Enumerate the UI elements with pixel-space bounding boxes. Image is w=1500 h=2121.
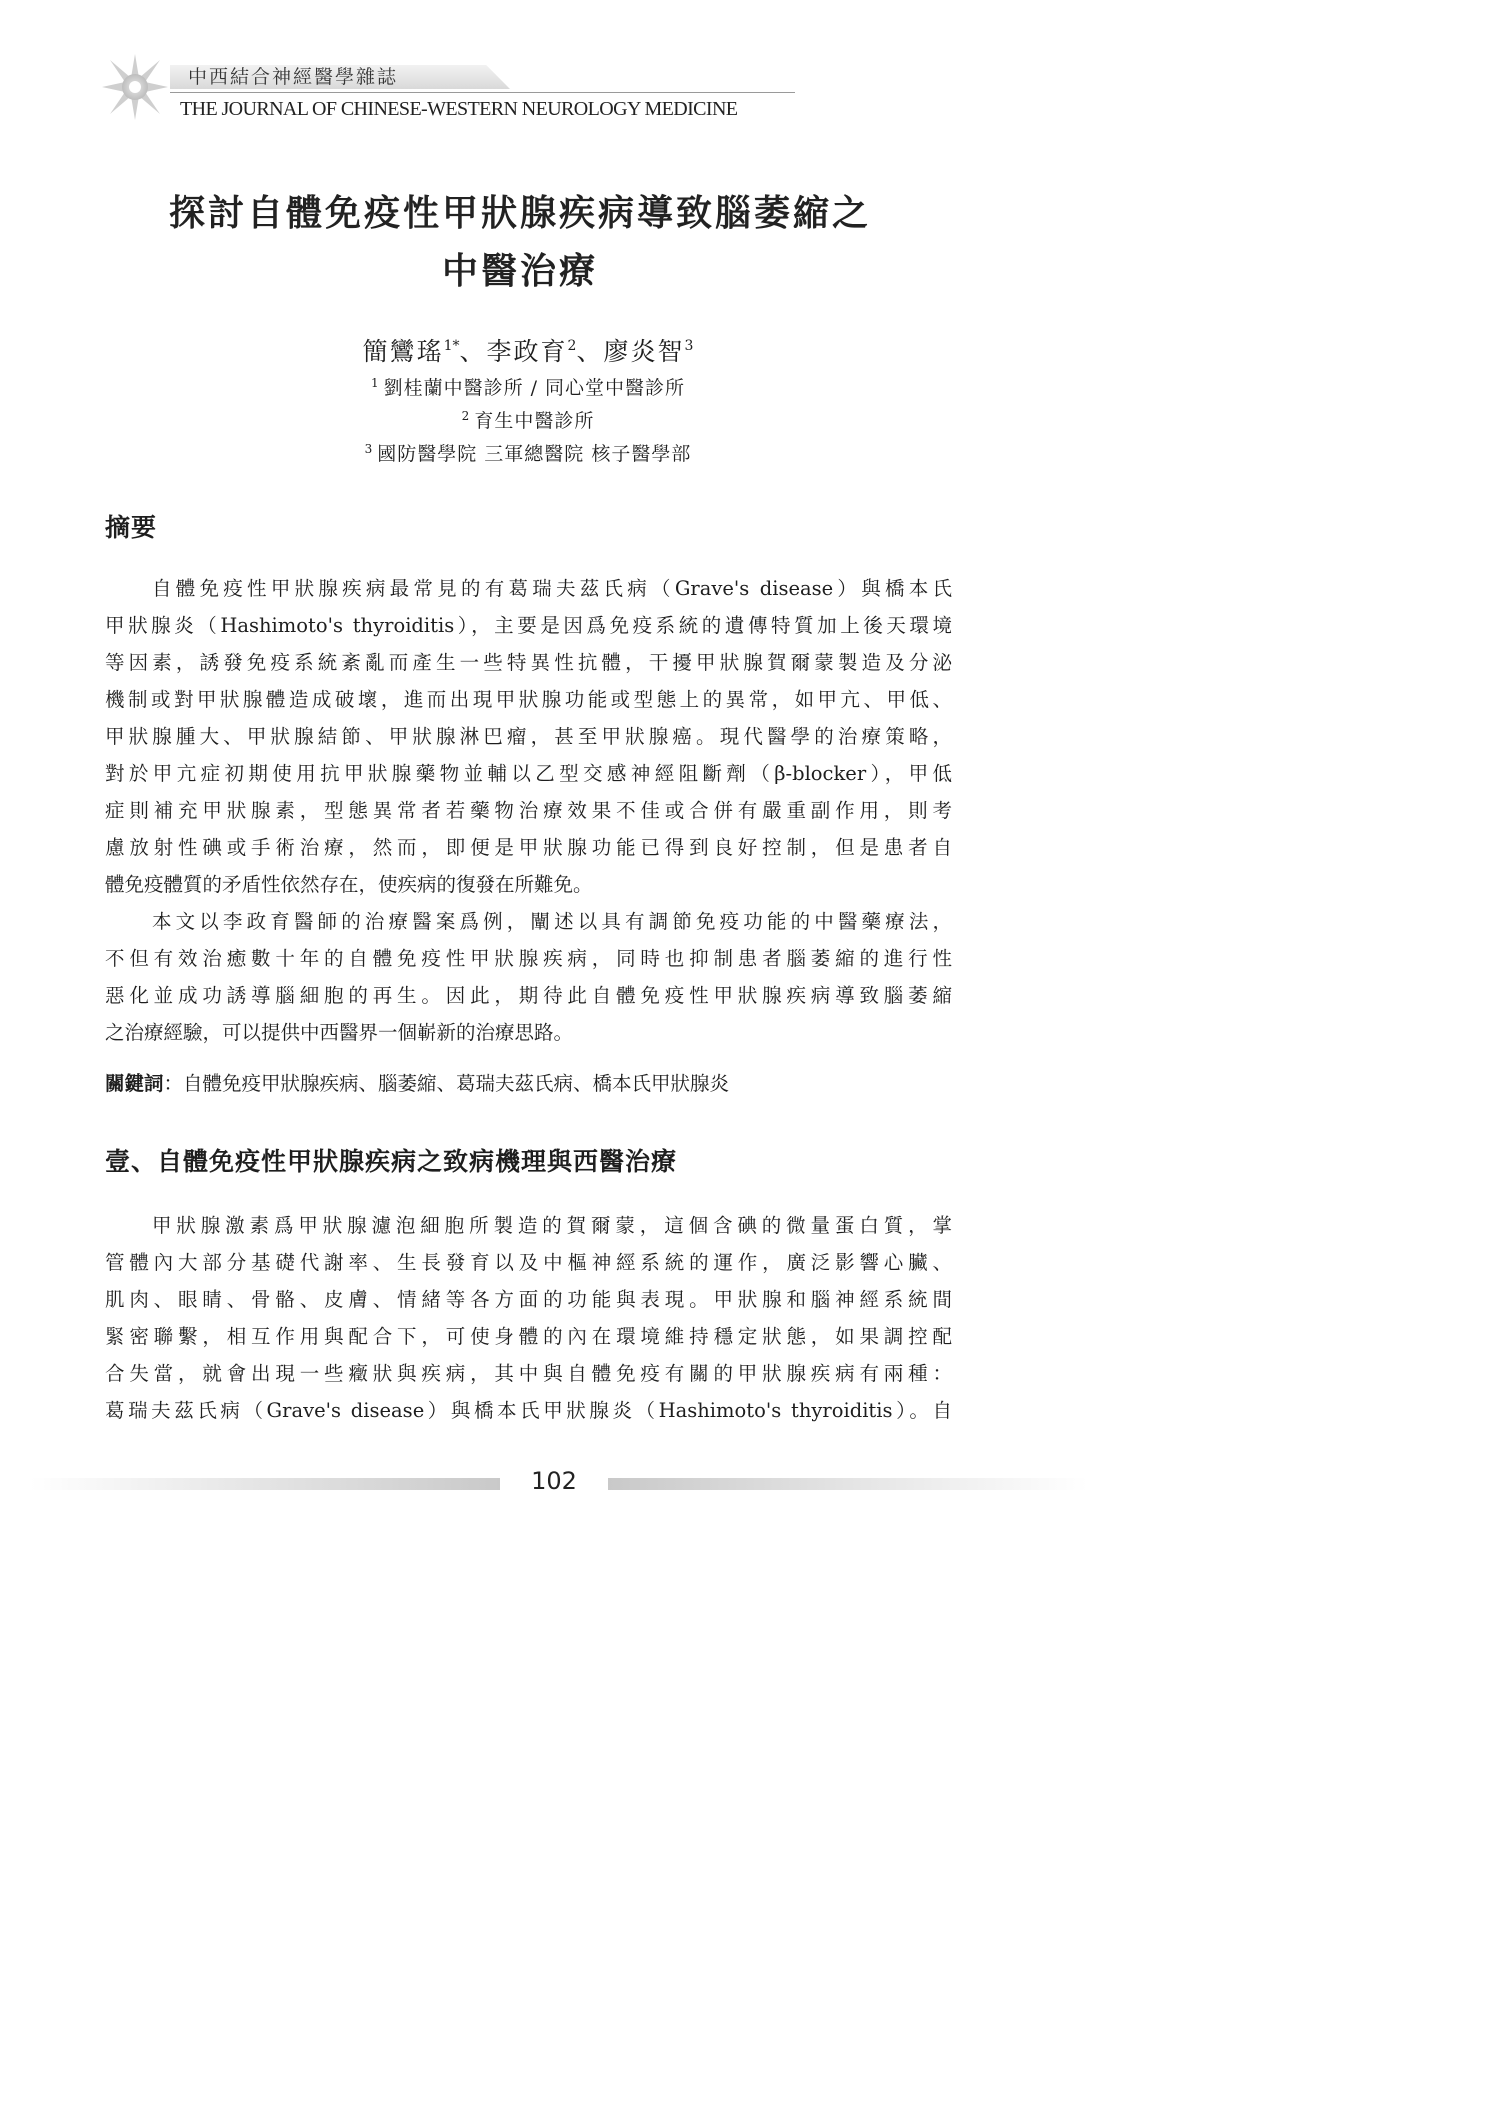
- affiliation: [0, 368, 1056, 403]
- text-line: 體免疫體質的矛盾性依然存在，使疾病的復發在所難免。: [105, 873, 593, 896]
- article-title-line: 中醫治療: [441, 251, 598, 292]
- journal-header: [100, 52, 800, 126]
- text-line: 等因素，誘發免疫系統紊亂而產生一些特異性抗體，干擾甲狀腺賀爾蒙製造及分泌: [105, 651, 952, 674]
- author-name: 簡鸞瑤: [362, 337, 444, 366]
- abstract-paragraph-2: [105, 903, 952, 1051]
- text-line: 惡化並成功誘導腦細胞的再生。因此，期待此自體免疫性甲狀腺疾病導致腦萎縮: [105, 984, 952, 1007]
- affiliation-text: 育生中醫診所: [474, 410, 595, 432]
- author-mark: 3: [684, 338, 694, 354]
- affiliation-mark: 3: [364, 442, 374, 456]
- author-separator: 、: [576, 337, 604, 366]
- abstract-paragraph-1: [105, 570, 952, 903]
- text-line: 症則補充甲狀腺素，型態異常者若藥物治療效果不佳或合併有嚴重副作用，則考: [105, 799, 952, 822]
- author-list: [0, 328, 1056, 370]
- affiliation: [0, 434, 1056, 469]
- keywords: [105, 1067, 729, 1101]
- section-heading: 壹、自體免疫性甲狀腺疾病之致病機理與西醫治療: [105, 1147, 678, 1176]
- section-paragraph: [105, 1207, 952, 1429]
- affiliation-text: 國防醫學院 三軍總醫院 核子醫學部: [377, 443, 692, 465]
- text-line: 不但有效治癒數十年的自體免疫性甲狀腺疾病，同時也抑制患者腦萎縮的進行性: [105, 947, 952, 970]
- text-line: 機制或對甲狀腺體造成破壞，進而出現甲狀腺功能或型態上的異常，如甲亢、甲低、: [105, 688, 952, 711]
- text-line: 甲狀腺激素爲甲狀腺濾泡細胞所製造的賀爾蒙，這個含碘的微量蛋白質，掌: [152, 1214, 952, 1237]
- author-separator: 、: [459, 337, 487, 366]
- header-rule: [170, 92, 795, 93]
- affiliation-mark: 1: [370, 376, 380, 390]
- text-line: 緊密聯繫，相互作用與配合下，可使身體的內在環境維持穩定狀態，如果調控配: [105, 1325, 952, 1348]
- affiliation: [0, 401, 1056, 436]
- footer-bar-right: [608, 1478, 1088, 1490]
- journal-name-cn: 中西結合神經醫學雜誌: [188, 66, 399, 88]
- starburst-icon: [100, 52, 170, 122]
- author-name: 廖炎智: [603, 337, 685, 366]
- text-line: 甲狀腺炎（Hashimoto's thyroiditis），主要是因爲免疫系統的遺傳特質加上後天環境: [105, 614, 952, 637]
- text-line: 肌肉、眼睛、骨骼、皮膚、情緒等各方面的功能與表現。甲狀腺和腦神經系統間: [105, 1288, 952, 1311]
- text-line: 自體免疫性甲狀腺疾病最常見的有葛瑞夫茲氏病（Grave's disease）與橋本氏: [152, 577, 952, 600]
- journal-name-en: THE JOURNAL OF CHINESE-WESTERN NEUROLOGY MEDICINE: [180, 98, 738, 120]
- abstract-heading: 摘要: [105, 513, 158, 542]
- article-title: [80, 185, 960, 301]
- page-number: 102: [531, 1467, 577, 1495]
- author-name: 李政育: [486, 337, 568, 366]
- keywords-separator: ：: [163, 1072, 184, 1095]
- keywords-label: 關鍵詞: [105, 1072, 164, 1095]
- text-line: 慮放射性碘或手術治療，然而，即便是甲狀腺功能已得到良好控制，但是患者自: [105, 836, 952, 859]
- article-title-line: 探討自體免疫性甲狀腺疾病導致腦萎縮之: [168, 193, 871, 234]
- footer-bar-left: [30, 1478, 500, 1490]
- text-line: 管體內大部分基礎代謝率、生長發育以及中樞神經系統的運作，廣泛影響心臟、: [105, 1251, 952, 1274]
- text-line: 甲狀腺腫大、甲狀腺結節、甲狀腺淋巴瘤，甚至甲狀腺癌。現代醫學的治療策略，: [105, 725, 952, 748]
- text-line: 之治療經驗，可以提供中西醫界一個嶄新的治療思路。: [105, 1021, 574, 1044]
- author-mark: 1*: [443, 338, 460, 354]
- text-line: 本文以李政育醫師的治療醫案爲例，闡述以具有調節免疫功能的中醫藥療法，: [152, 910, 952, 933]
- author-mark: 2: [567, 338, 577, 354]
- keywords-text: 自體免疫甲狀腺疾病、腦萎縮、葛瑞夫茲氏病、橋本氏甲狀腺炎: [183, 1072, 730, 1095]
- text-line: 合失當，就會出現一些癥狀與疾病，其中與自體免疫有關的甲狀腺疾病有兩種：: [105, 1362, 952, 1385]
- text-line: 對於甲亢症初期使用抗甲狀腺藥物並輔以乙型交感神經阻斷劑（β-blocker），甲低: [105, 762, 952, 785]
- text-line: 葛瑞夫茲氏病（Grave's disease）與橋本氏甲狀腺炎（Hashimoto's thyroiditis）。自: [105, 1399, 952, 1422]
- affiliation-text: 劉桂蘭中醫診所 / 同心堂中醫診所: [383, 377, 686, 399]
- affiliation-mark: 2: [461, 409, 471, 423]
